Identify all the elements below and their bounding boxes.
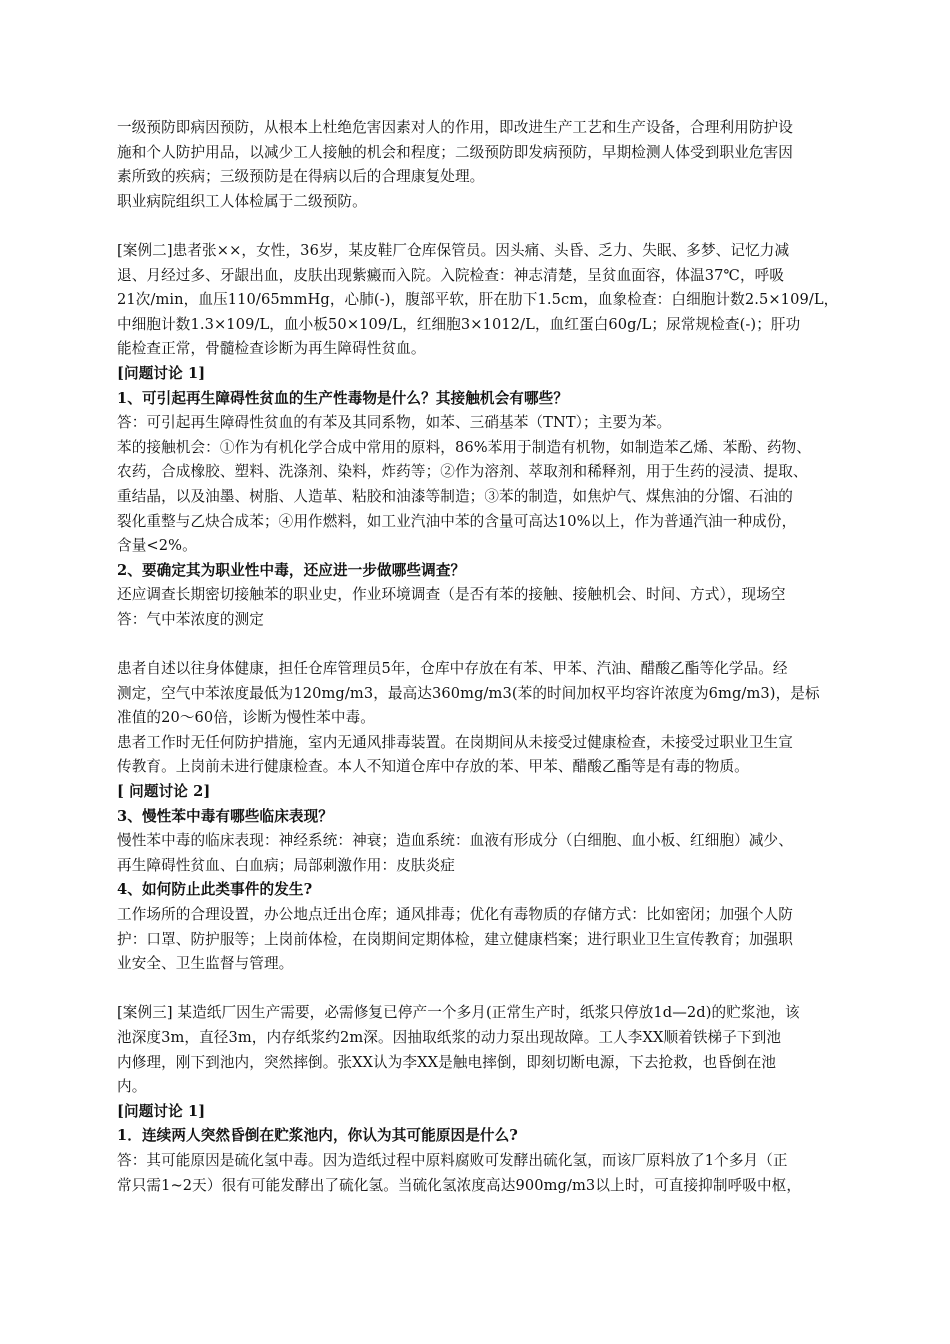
paragraph-line: 内修理，刚下到池内，突然摔倒。张XX认为李XX是触电摔倒，即刻切断电源，下去抢救，也昏倒在池 [117,1053,777,1071]
paragraph-line: 重结晶，以及油墨、树脂、人造革、粘胶和油漆等制造；③苯的制造，如焦炉气、煤焦油的分馏、石油的 [117,487,793,505]
paragraph-line: 职业病院组织工人体检属于二级预防。 [117,192,367,210]
paragraph-line: 准值的20～60倍，诊断为慢性苯中毒。 [117,709,375,727]
blank-line [117,214,927,239]
paragraph-line: 患者工作时无任何防护措施，室内无通风排毒装置。在岗期间从未接受过健康检查，未接受过职业卫生宣 [117,733,793,751]
heading-line: 1、可引起再生障碍性贫血的生产性毒物是什么？其接触机会有哪些？ [117,389,569,407]
paragraph-line: 慢性苯中毒的临床表现：神经系统：神衰；造血系统：血液有形成分（白细胞、血小板、红细胞）减少、 [117,832,793,850]
paragraph-line: 中细胞计数1.3×109/L，血小板50×109/L，红细胞3×1012/L，血红蛋白60g/L；尿常规检查(-)；肝功 [117,315,801,333]
paragraph-line: 还应调查长期密切接触苯的职业史，作业环境调查（是否有苯的接触、接触机会、时间、方式），现场空 [117,586,786,604]
heading-line: 3、慢性苯中毒有哪些临床表现？ [117,807,333,825]
paragraph-line: 内。 [117,1078,147,1096]
paragraph-line: 常只需1~2天）很有可能发酵出了硫化氢。当硫化氢浓度高达900mg/m3以上时，可直接抑制呼吸中枢， [117,1176,802,1194]
blank-line [117,977,927,1002]
paragraph-line: [案例二]患者张××，女性，36岁，某皮鞋厂仓库保管员。因头痛、头昏、乏力、失眠、多梦、记忆力减 [117,241,790,259]
paragraph-line: 裂化重整与乙炔合成苯；④用作燃料，如工业汽油中苯的含量可高达10%以上，作为普通汽油一种成份， [117,512,797,530]
paragraph-line: 护：口罩、防护服等；上岗前体检，在岗期间定期体检，建立健康档案；进行职业卫生宣传教育；加强职 [117,930,793,948]
paragraph-line: 传教育。上岗前未进行健康检查。本人不知道仓库中存放的苯、甲苯、醋酸乙酯等是有毒的物质。 [117,758,749,776]
heading-line: 4、如何防止此类事件的发生? [117,881,313,899]
blank-line [117,632,927,657]
paragraph-line: 工作场所的合理设置，办公地点迁出仓库；通风排毒；优化有毒物质的存储方式：比如密闭；加强个人防 [117,906,793,923]
heading-line: 1．连续两人突然昏倒在贮浆池内，你认为其可能原因是什么? [117,1127,518,1145]
paragraph-line: 再生障碍性贫血、白血病；局部刺激作用：皮肤炎症 [117,856,455,874]
paragraph-line: 含量<2%。 [117,537,197,555]
paragraph-line: 池深度3m，直径3m，内存纸浆约2m深。因抽取纸浆的动力泵出现故障。工人李XX顺着铁梯子下到池 [117,1028,782,1046]
paragraph-line: 一级预防即病因预防，从根本上杜绝危害因素对人的作用，即改进生产工艺和生产设备，合理利用防护设 [117,119,793,136]
heading-line: [ 问题讨论 2] [117,783,211,801]
paragraph-line: 测定，空气中苯浓度最低为120mg/m3，最高达360mg/m3(苯的时间加权平均容许浓度为6mg/m3)，是标 [117,684,820,702]
paragraph-line: 能检查正常，骨髓检查诊断为再生障碍性贫血。 [117,340,426,358]
heading-line: [问题讨论 1] [117,364,206,382]
heading-line: [问题讨论 1] [117,1102,206,1120]
document-page [117,116,927,1198]
paragraph-line: 21次/min，血压110/65mmHg，心肺(-)，腹部平软，肝在肋下1.5cm，血象检查：白细胞计数2.5×109/L， [117,291,839,309]
paragraph-line: 患者自述以往身体健康，担任仓库管理员5年，仓库中存放在有苯、甲苯、汽油、醋酸乙酯等化学品。经 [117,660,788,678]
paragraph-line: 答：气中苯浓度的测定 [117,610,264,628]
paragraph-line: 施和个人防护用品，以减少工人接触的机会和程度；二级预防即发病预防，早期检测人体受到职业危害因 [117,143,793,161]
heading-line: 2、要确定其为职业性中毒，还应进一步做哪些调查？ [117,561,466,579]
paragraph-line: 业安全、卫生监督与管理。 [117,955,294,973]
paragraph-line: 苯的接触机会：①作为有机化学合成中常用的原料，86%苯用于制造有机物，如制造苯乙烯、苯酚、药物、 [117,438,811,456]
paragraph-line: 答：可引起再生障碍性贫血的有苯及其同系物，如苯、三硝基苯（TNT）；主要为苯。 [117,414,672,432]
paragraph-line: [案例三] 某造纸厂因生产需要，必需修复已停产一个多月(正常生产时，纸浆只停放1d—2d)的贮浆池，该 [117,1004,800,1022]
paragraph-line: 素所致的疾病；三级预防是在得病以后的合理康复处理。 [117,168,485,186]
paragraph-line: 退、月经过多、牙龈出血，皮肤出现紫癜而入院。入院检查：神志清楚，呈贫血面容，体温37℃，呼吸 [117,266,785,284]
paragraph-line: 答：其可能原因是硫化氢中毒。因为造纸过程中原料腐败可发酵出硫化氢，而该厂原料放了1个多月（正 [117,1151,788,1169]
paragraph-line: 农药，合成橡胶、塑料、洗涤剂、染料，炸药等；②作为溶剂、萃取剂和稀释剂，用于生药的浸渍、提取、 [117,463,808,481]
